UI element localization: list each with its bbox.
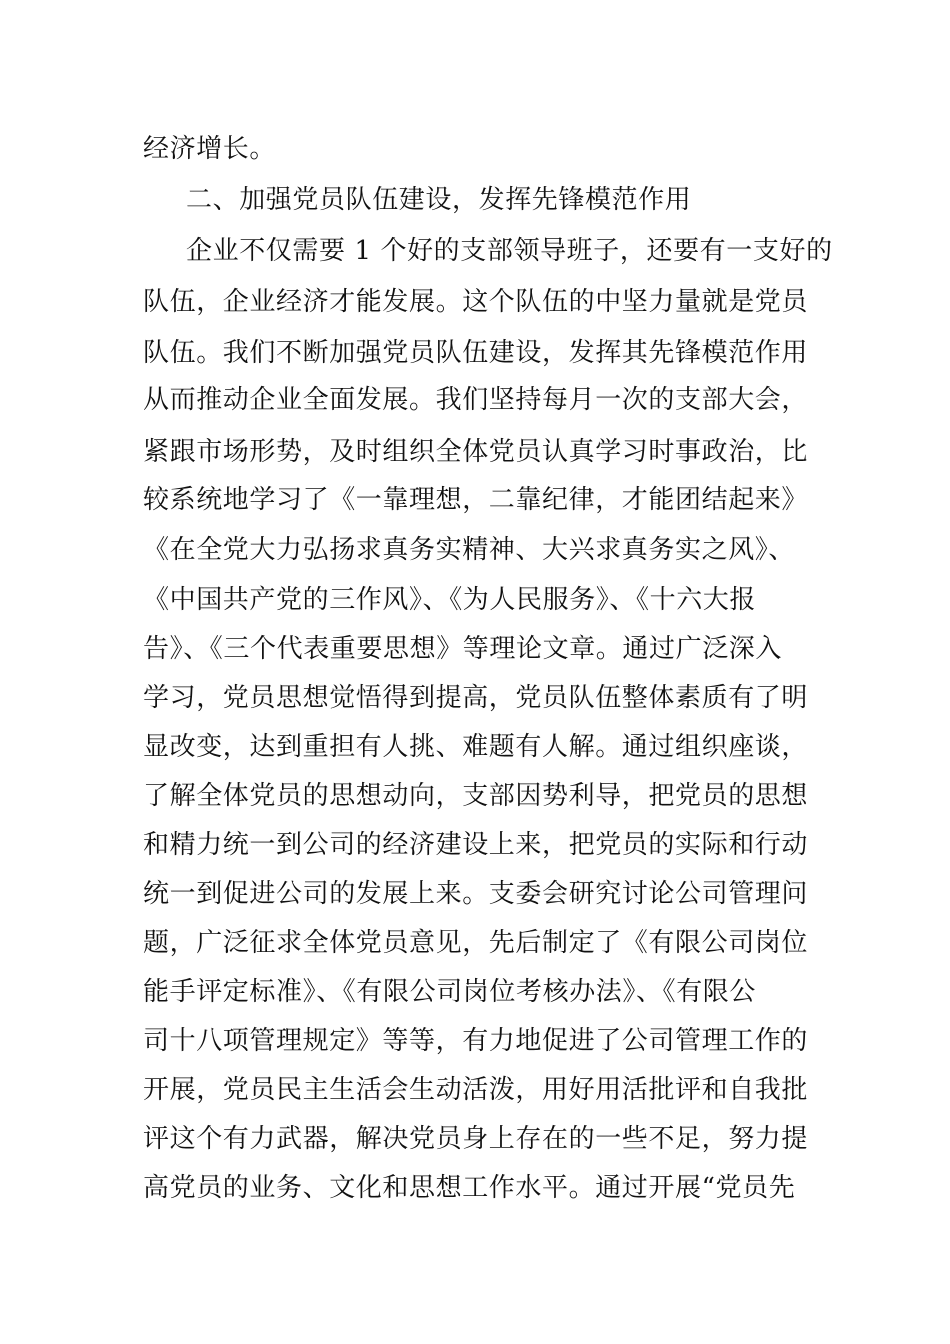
text-line: 能手评定标准》、《有限公司岗位考核办法》、《有限公: [143, 977, 757, 1007]
text-line: 队伍。我们不断加强党员队伍建设，发挥其先锋模范作用: [143, 338, 809, 368]
text-line: 从而推动企业全面发展。我们坚持每月一次的支部大会，: [143, 385, 809, 415]
section-heading: 二、加强党员队伍建设，发挥先锋模范作用: [186, 185, 692, 215]
text-line: 队伍，企业经济才能发展。这个队伍的中坚力量就是党员: [143, 287, 809, 317]
text-line: 显改变，达到重担有人挑、难题有人解。通过组织座谈，: [143, 732, 809, 762]
text-line: 司十八项管理规定》等等，有力地促进了公司管理工作的: [143, 1026, 809, 1056]
text-line: 评这个有力武器，解决党员身上存在的一些不足，努力提: [143, 1124, 809, 1154]
text-line: 紧跟市场形势，及时组织全体党员认真学习时事政治，比: [143, 437, 809, 467]
text-line: 学习，党员思想觉悟得到提高，党员队伍整体素质有了明: [143, 683, 809, 713]
text-line: 较系统地学习了《一靠理想，二靠纪律，才能团结起来》: [143, 485, 809, 515]
text-line: 企业不仅需要 1 个好的支部领导班子，还要有一支好的: [186, 236, 833, 266]
text-line: 《中国共产党的三作风》、《为人民服务》、《十六大报: [143, 585, 757, 615]
text-line: 和精力统一到公司的经济建设上来，把党员的实际和行动: [143, 830, 809, 860]
text-line: 高党员的业务、文化和思想工作水平。通过开展“党员先: [143, 1173, 796, 1203]
text-line: 了解全体党员的思想动向，支部因势利导，把党员的思想: [143, 781, 809, 811]
text-line: 《在全党大力弘扬求真务实精神、大兴求真务实之风》、: [143, 535, 796, 565]
text-line: 告》、《三个代表重要思想》等理论文章。通过广泛深入: [143, 634, 783, 664]
text-line: 题，广泛征求全体党员意见，先后制定了《有限公司岗位: [143, 928, 809, 958]
text-line: 开展，党员民主生活会生动活泼，用好用活批评和自我批: [143, 1075, 809, 1105]
text-line: 统一到促进公司的发展上来。支委会研究讨论公司管理问: [143, 879, 809, 909]
text-line: 经济增长。: [143, 134, 277, 164]
